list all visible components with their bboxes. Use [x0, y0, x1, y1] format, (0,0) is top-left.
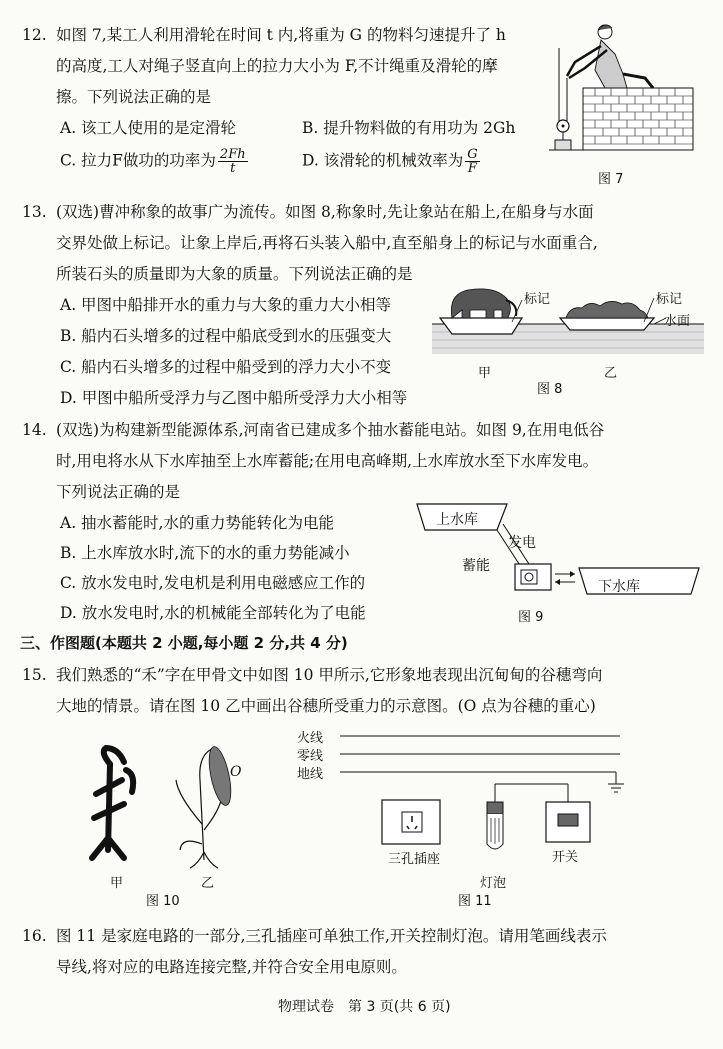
question-16-number: 16.: [22, 927, 47, 945]
figure-11-ground-wire: 地线: [297, 767, 324, 782]
question-14-option-c[interactable]: C. 放水发电时,发电机是利用电磁感应工作的: [60, 574, 366, 592]
question-13-stem-line-1: (双选)曹冲称象的故事广为流传。如图 8,称象时,先让象站在船上,在船身与水面: [56, 203, 594, 221]
figure-10-center-o: O: [230, 764, 242, 780]
question-13-number: 13.: [22, 203, 47, 221]
figure-11-bulb-label: 灯泡: [480, 876, 507, 891]
question-12-option-b[interactable]: B. 提升物料做的有用功为 2Gh: [302, 119, 516, 137]
figure-11-socket-label: 三孔插座: [388, 852, 441, 867]
question-13-option-b[interactable]: B. 船内石头增多的过程中船底受到水的压强变大: [60, 327, 392, 345]
figure-7-worker-pulley: [545, 18, 705, 163]
figure-11-switch-label: 开关: [552, 850, 579, 865]
figure-9-generate-label: 发电: [508, 535, 536, 551]
question-13-option-d[interactable]: D. 甲图中船所受浮力与乙图中船所受浮力大小相等: [60, 389, 408, 407]
figure-8-label-mark-1: 标记: [524, 292, 551, 307]
question-12-number: 12.: [22, 26, 47, 44]
question-14-option-b[interactable]: B. 上水库放水时,流下的水的重力势能减小: [60, 544, 350, 562]
figure-11-caption: 图 11: [458, 894, 492, 909]
figure-10-caption: 图 10: [146, 894, 180, 909]
question-14-stem-line-2: 时,用电将水从下水库抽至上水库蓄能;在用电高峰期,上水库放水至下水库发电。: [56, 452, 599, 470]
figure-8-label-yi: 乙: [604, 366, 618, 381]
figure-8-label-water: 水面: [664, 314, 691, 329]
question-12-stem-line-3: 擦。下列说法正确的是: [56, 88, 212, 106]
figure-9-store-label: 蓄能: [462, 558, 490, 574]
figure-8-label-jia: 甲: [478, 366, 492, 381]
question-13-option-c[interactable]: C. 船内石头增多的过程中船受到的浮力大小不变: [60, 358, 392, 376]
option-d-text: D. 该滑轮的机械效率为: [302, 151, 464, 170]
question-15-number: 15.: [22, 666, 47, 684]
page-footer: 物理试卷 第 3 页(共 6 页): [278, 999, 451, 1015]
question-13-stem-line-3: 所装石头的质量即为大象的质量。下列说法正确的是: [56, 265, 413, 283]
question-14-number: 14.: [22, 421, 47, 439]
figure-9-caption: 图 9: [518, 610, 544, 625]
figure-11-home-circuit: [320, 728, 710, 878]
question-14-option-d[interactable]: D. 放水发电时,水的机械能全部转化为了电能: [60, 604, 366, 622]
question-13-stem-line-2: 交界处做上标记。让象上岸后,再将石头装入船中,直至船身上的标记与水面重合,: [56, 234, 598, 252]
figure-11-live-wire: 火线: [297, 731, 324, 746]
efficiency-fraction: $\frac{G}{F}$: [467, 147, 478, 176]
figure-8-caption: 图 8: [537, 382, 563, 397]
figure-11-neutral-wire: 零线: [297, 749, 324, 764]
question-12-option-c[interactable]: [60, 148, 250, 175]
question-15-stem-line-1: 我们熟悉的“禾”字在甲骨文中如图 10 甲所示,它形象地表现出沉甸甸的谷穗弯向: [56, 666, 603, 684]
figure-10-label-jia: 甲: [110, 876, 124, 891]
power-fraction: $\frac{2Fh}{t}$: [219, 147, 246, 176]
question-12-option-d[interactable]: [302, 148, 482, 175]
figure-9-upper-reservoir: 上水库: [436, 512, 478, 528]
question-15-stem-line-2: 大地的情景。请在图 10 乙中画出谷穗所受重力的示意图。(O 点为谷穗的重心): [56, 697, 596, 715]
figure-7-caption: 图 7: [598, 172, 624, 187]
question-13-option-a[interactable]: A. 甲图中船排开水的重力与大象的重力大小相等: [60, 296, 392, 314]
section-3-heading: 三、作图题(本题共 2 小题,每小题 2 分,共 4 分): [20, 634, 348, 652]
question-14-stem-line-1: (双选)为构建新型能源体系,河南省已建成多个抽水蓄能电站。如图 9,在用电低谷: [56, 421, 605, 439]
figure-10-grain-character: [80, 740, 250, 870]
question-12-option-a[interactable]: A. 该工人使用的是定滑轮: [60, 119, 237, 137]
figure-8-label-mark-2: 标记: [656, 292, 683, 307]
question-16-stem-line-1: 图 11 是家庭电路的一部分,三孔插座可单独工作,开关控制灯泡。请用笔画线表示: [56, 927, 607, 945]
question-12-stem-line-2: 的高度,工人对绳子竖直向上的拉力大小为 F,不计绳重及滑轮的摩: [56, 57, 498, 75]
question-12-stem-line-1: 如图 7,某工人利用滑轮在时间 t 内,将重为 G 的物料匀速提升了 h: [56, 26, 506, 44]
figure-10-label-yi: 乙: [201, 876, 215, 891]
figure-9-lower-reservoir: 下水库: [598, 579, 640, 595]
question-14-option-a[interactable]: A. 抽水蓄能时,水的重力势能转化为电能: [60, 514, 334, 532]
question-14-stem-line-3: 下列说法正确的是: [56, 483, 181, 501]
option-c-text: C. 拉力F做功的功率为: [60, 151, 216, 170]
question-16-stem-line-2: 导线,将对应的电路连接完整,并符合安全用电原则。: [56, 958, 407, 976]
